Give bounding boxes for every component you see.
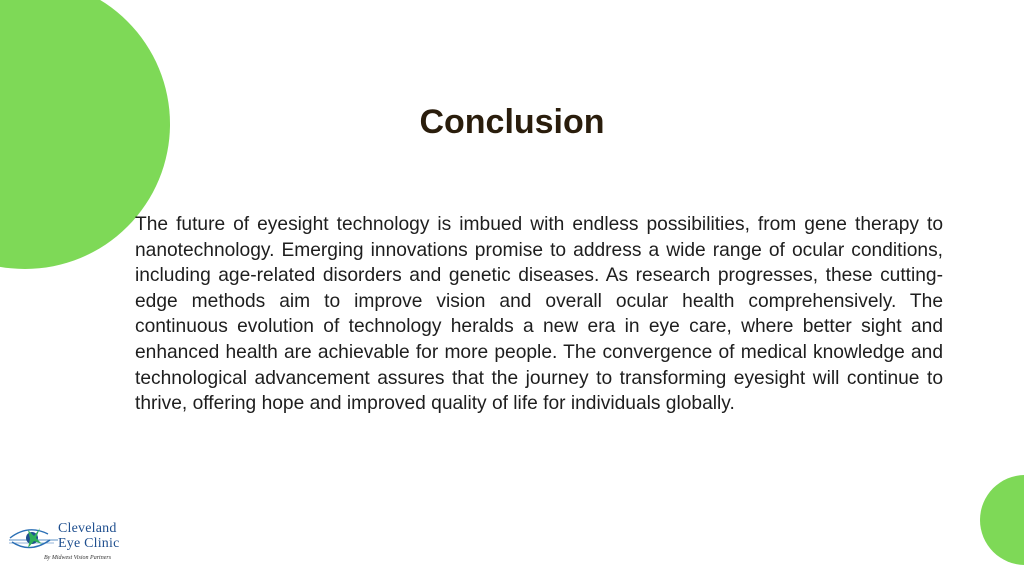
- logo-tagline: By Midwest Vision Partners: [44, 555, 112, 561]
- eye-logo-icon: [8, 520, 60, 554]
- decorative-circle-bottom-right: [980, 475, 1024, 565]
- logo-text-line1: Cleveland: [58, 521, 117, 536]
- clinic-logo: [8, 518, 144, 566]
- logo-text-line2: Eye Clinic: [58, 536, 120, 551]
- slide-title: Conclusion: [419, 103, 605, 141]
- slide-body-text: The future of eyesight technology is imbued with endless possibilities, from gene therapy to nanotechnology. Emerging innovations promise to address a wide range of ocular conditions, including age-related disorders and genetic diseases. As research progresses, these cutting-edge methods aim to improve vision and overall ocular health comprehensively. The continuous evolution of technology heralds a new era in eye care, where better sight and enhanced health are achievable for more people. The convergence of medical knowledge and technological advancement assures that the journey to transforming eyesight will continue to thrive, offering hope and improved quality of life for individuals globally.: [135, 214, 943, 415]
